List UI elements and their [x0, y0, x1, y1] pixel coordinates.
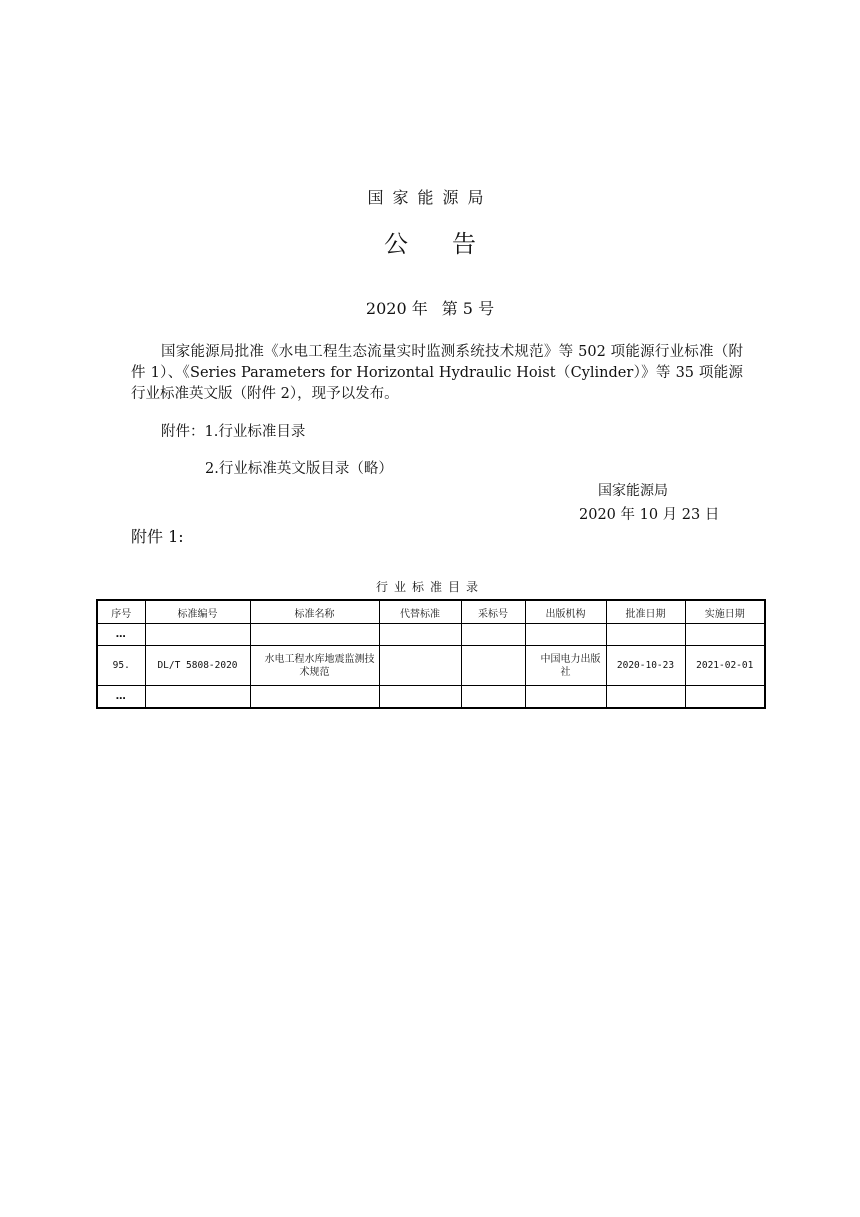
cell-approval-date	[606, 686, 685, 709]
signature-organization: 国家能源局	[598, 483, 668, 499]
issuing-organization: 国家能源局	[367, 188, 493, 207]
table-header-row	[97, 600, 765, 624]
header-replaced-standard: 代替标准	[379, 600, 461, 624]
header-approval-date: 批准日期	[606, 600, 685, 624]
announcement-title: 公告	[384, 230, 520, 258]
cell-replaced-standard	[379, 686, 461, 709]
cell-serial: …	[97, 686, 145, 709]
announcement-body	[131, 342, 743, 405]
cell-adopted-number	[461, 646, 525, 686]
cell-adopted-number	[461, 686, 525, 709]
cell-standard-number: DL/T 5808-2020	[145, 646, 250, 686]
cell-serial: 95.	[97, 646, 145, 686]
cell-serial: …	[97, 624, 145, 646]
standards-table	[96, 599, 766, 709]
annex-label: 附件 1:	[131, 527, 184, 546]
table-row	[97, 686, 765, 709]
cell-standard-number	[145, 624, 250, 646]
header-effective-date: 实施日期	[685, 600, 765, 624]
cell-publisher	[525, 624, 606, 646]
cell-publisher: 中国电力出版社	[525, 646, 606, 686]
cell-standard-name	[250, 686, 379, 709]
cell-replaced-standard	[379, 624, 461, 646]
table-row	[97, 624, 765, 646]
header-publisher: 出版机构	[525, 600, 606, 624]
cell-adopted-number	[461, 624, 525, 646]
cell-effective-date	[685, 624, 765, 646]
header-adopted-number: 采标号	[461, 600, 525, 624]
cell-effective-date	[685, 686, 765, 709]
cell-standard-name: 水电工程水库地震监测技术规范	[250, 646, 379, 686]
attachment-line-1: 附件：1.行业标准目录	[161, 424, 306, 440]
cell-approval-date: 2020-10-23	[606, 646, 685, 686]
cell-standard-number	[145, 686, 250, 709]
cell-standard-name	[250, 624, 379, 646]
cell-replaced-standard	[379, 646, 461, 686]
cell-publisher	[525, 686, 606, 709]
document-issue-number: 第 5 号	[441, 299, 495, 318]
header-standard-number: 标准编号	[145, 600, 250, 624]
document-number	[0, 296, 860, 319]
announcement-paragraph: 国家能源局批准《水电工程生态流量实时监测系统技术规范》等 502 项能源行业标准（附件 1）、《Series Parameters for Horizontal Hydraulic Hoist（Cylinder）》等 35 项能源行业标准英文版（附件 2），现予以发布。	[131, 344, 743, 402]
signature-date: 2020 年 10 月 23 日	[579, 507, 720, 523]
cell-approval-date	[606, 624, 685, 646]
table-row	[97, 646, 765, 686]
header-standard-name: 标准名称	[250, 600, 379, 624]
header-serial: 序号	[97, 600, 145, 624]
table-title: 行业标准目录	[375, 580, 484, 594]
attachment-line-2: 2.行业标准英文版目录（略）	[205, 461, 393, 477]
document-year: 2020 年	[365, 299, 428, 318]
cell-effective-date: 2021-02-01	[685, 646, 765, 686]
